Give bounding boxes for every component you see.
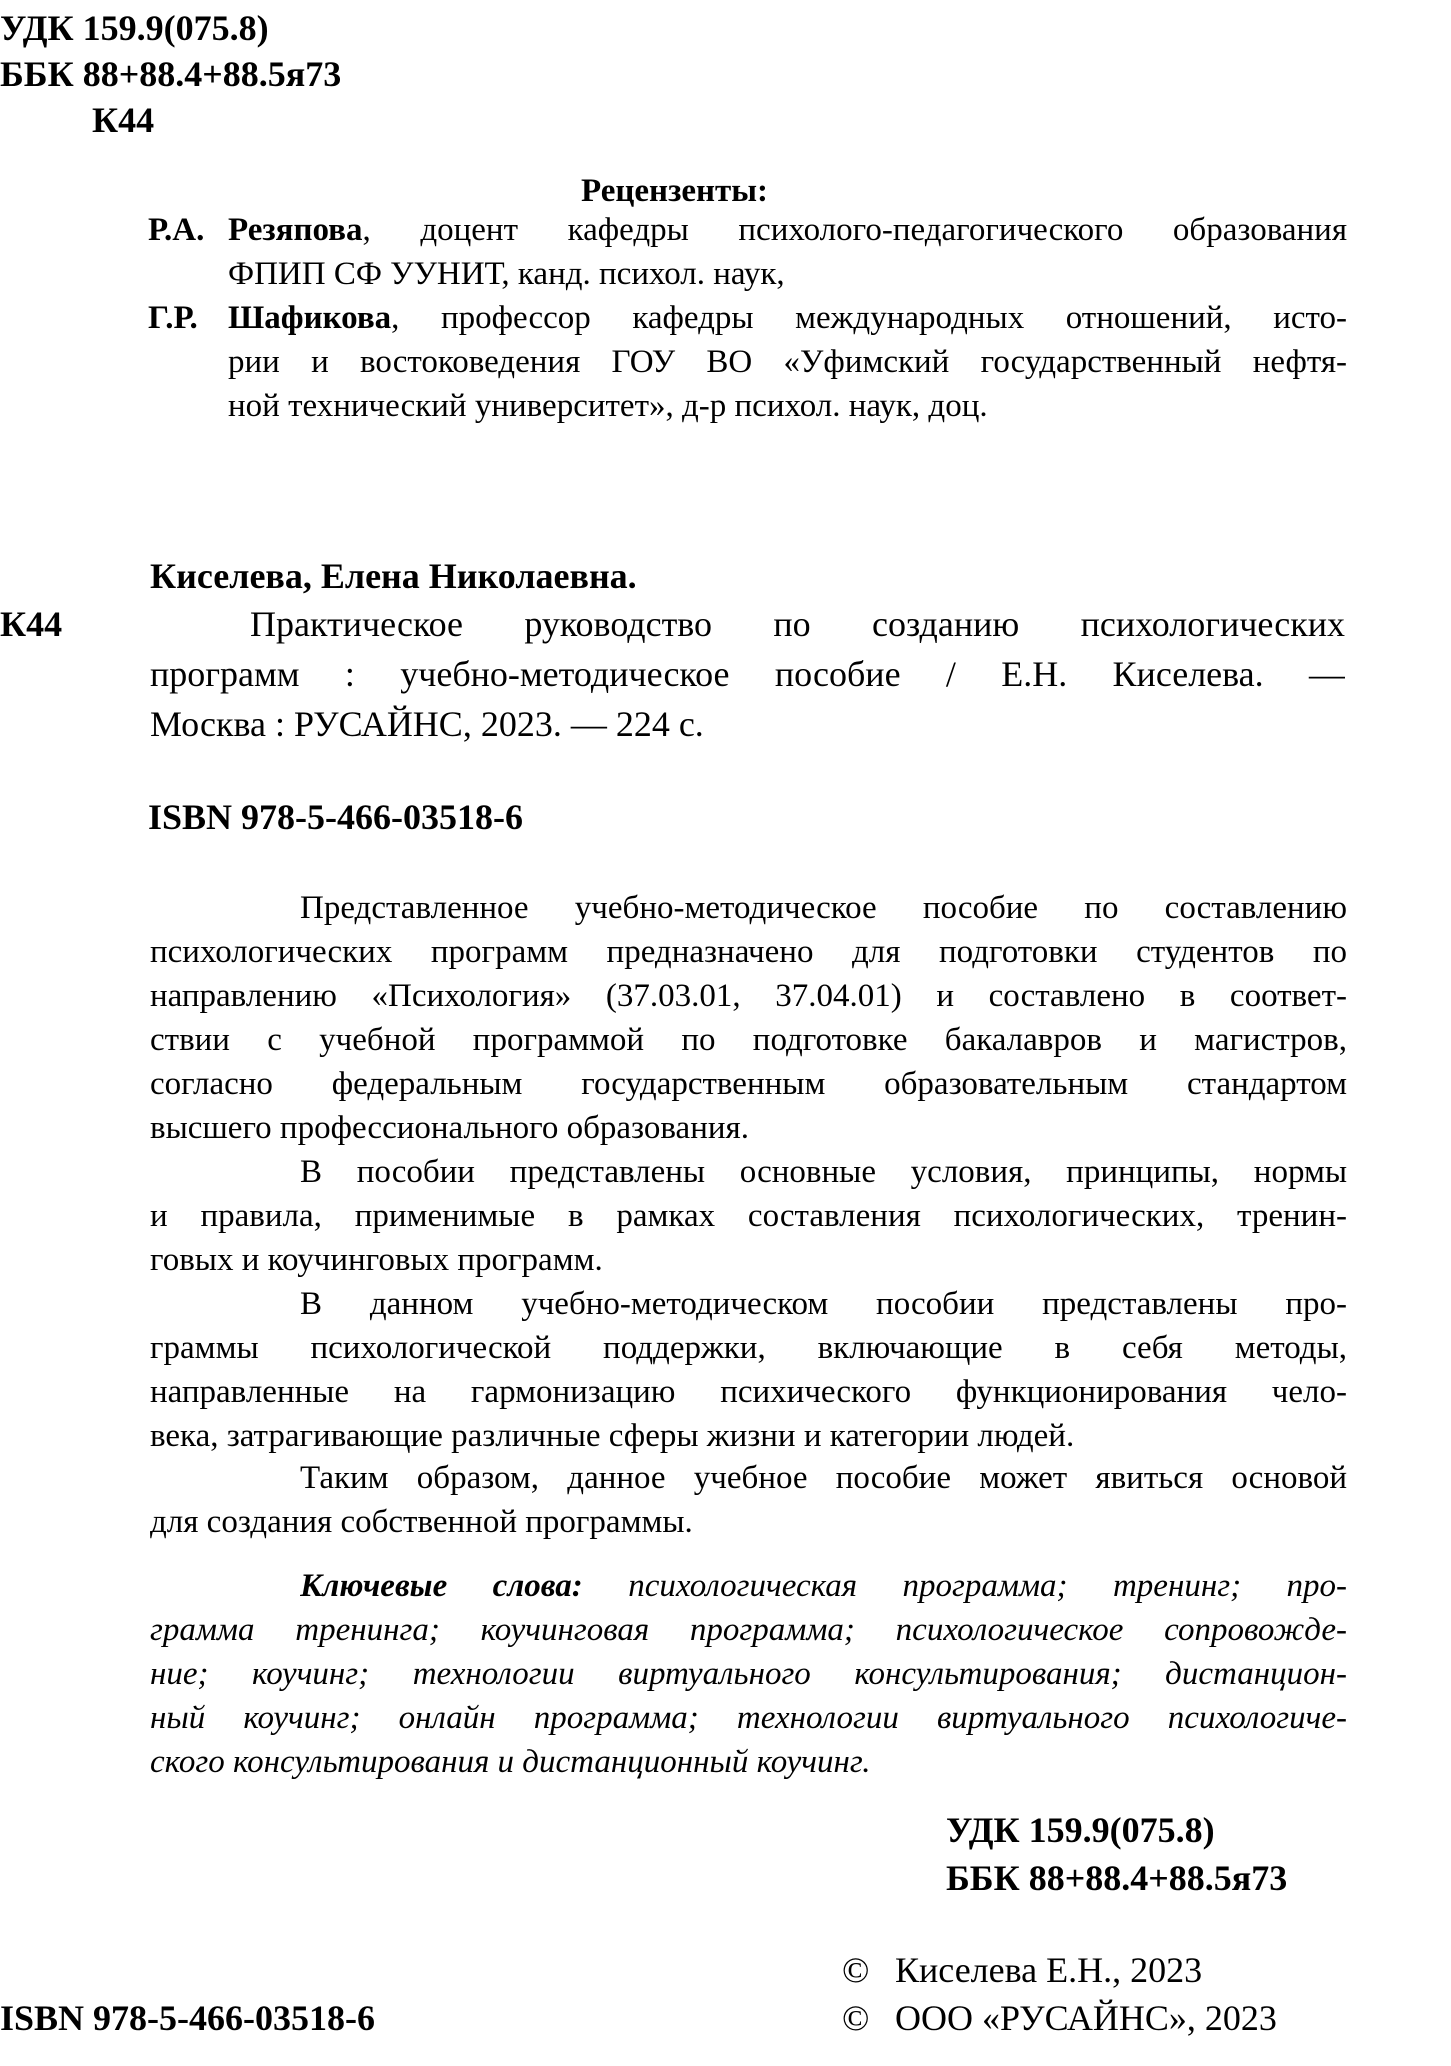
reviewer-initials: Г.Р. xyxy=(148,300,198,336)
keywords-label: Ключевые слова: xyxy=(300,1570,583,1604)
abstract-line: согласно федеральным государственным образовательным стандартом xyxy=(150,1068,1347,1102)
bbk-code: ББК 88+88.4+88.5я73 xyxy=(0,54,342,94)
reviewer-line: ной технический университет», д-р психол. наук, доц. xyxy=(228,388,988,424)
abstract-line: века, затрагивающие различные сферы жизни и категории людей. xyxy=(150,1418,1075,1454)
abstract-line: Таким образом, данное учебное пособие может явиться основой xyxy=(300,1462,1347,1496)
footer-udk-code: УДК 159.9(075.8) xyxy=(946,1810,1215,1850)
keywords-line: грамма тренинга; коучинговая программа; психологическое сопровожде- xyxy=(150,1614,1347,1648)
keywords-line xyxy=(300,1570,1347,1610)
abstract-line: Представленное учебно-методическое пособие по составлению xyxy=(300,892,1347,926)
author-heading: Киселева, Елена Николаевна. xyxy=(150,556,637,596)
reviewer-surname: Шафикова xyxy=(228,302,392,336)
abstract-line: говых и коучинговых программ. xyxy=(150,1242,603,1278)
keywords-line: ние; коучинг; технологии виртуального консультирования; дистанцион- xyxy=(150,1658,1347,1692)
reviewers-heading-text: Рецензенты: xyxy=(581,173,768,209)
bibliographic-line: Практическое руководство по созданию психологических xyxy=(250,606,1345,644)
copyright-icon: © xyxy=(842,1950,870,1990)
copyright-publisher: ООО «РУСАЙНС», 2023 xyxy=(895,1998,1277,2038)
bibliographic-line: Москва : РУСАЙНС, 2023. — 224 с. xyxy=(150,704,704,744)
reviewer-line: рии и востоковедения ГОУ ВО «Уфимский государственный нефтя- xyxy=(228,346,1347,380)
reviewer-line xyxy=(228,214,1347,254)
copyright-icon: © xyxy=(842,1998,870,2038)
abstract-line: направленные на гармонизацию психического функционирования чело- xyxy=(150,1376,1347,1410)
bibliographic-line: программ : учебно-методическое пособие / Е.Н. Киселева. — xyxy=(150,656,1345,694)
abstract-line: направлению «Психология» (37.03.01, 37.04.01) и составлено в соответ- xyxy=(150,980,1347,1014)
abstract-line: и правила, применимые в рамках составления психологических, тренин- xyxy=(150,1200,1347,1234)
keywords-line: ского консультирования и дистанционный коучинг. xyxy=(150,1744,871,1780)
reviewer-initials: Р.А. xyxy=(148,212,205,248)
author-mark-side: К44 xyxy=(0,604,63,644)
author-mark: К44 xyxy=(92,100,155,140)
abstract-line: В данном учебно-методическом пособии представлены про- xyxy=(300,1288,1347,1322)
isbn-main: ISBN 978-5-466-03518-6 xyxy=(148,797,523,837)
reviewer-surname: Резяпова xyxy=(228,214,363,248)
udk-code: УДК 159.9(075.8) xyxy=(0,8,269,48)
abstract-line: психологических программ предназначено для подготовки студентов по xyxy=(150,936,1347,970)
footer-bbk-code: ББК 88+88.4+88.5я73 xyxy=(946,1858,1288,1898)
abstract-line: В пособии представлены основные условия, принципы, нормы xyxy=(300,1156,1347,1190)
isbn-footer: ISBN 978-5-466-03518-6 xyxy=(0,1998,375,2038)
reviewer-description: , профессор кафедры международных отношений, исто- xyxy=(391,302,1347,336)
abstract-line: для создания собственной программы. xyxy=(150,1504,693,1540)
abstract-line: граммы психологической поддержки, включающие в себя методы, xyxy=(150,1332,1347,1366)
abstract-line: ствии с учебной программой по подготовке бакалавров и магистров, xyxy=(150,1024,1347,1058)
reviewer-line: ФПИП СФ УУНИТ, канд. психол. наук, xyxy=(228,256,785,292)
keywords-line: ный коучинг; онлайн программа; технологии виртуального психологиче- xyxy=(150,1702,1347,1736)
copyright-author: Киселева Е.Н., 2023 xyxy=(895,1950,1203,1990)
reviewers-heading xyxy=(0,175,1347,208)
abstract-line: высшего профессионального образования. xyxy=(150,1110,749,1146)
keywords-text: психологическая программа; тренинг; про- xyxy=(628,1570,1347,1604)
reviewer-description: , доцент кафедры психолого-педагогического образования xyxy=(362,214,1347,248)
reviewer-line xyxy=(228,302,1347,342)
